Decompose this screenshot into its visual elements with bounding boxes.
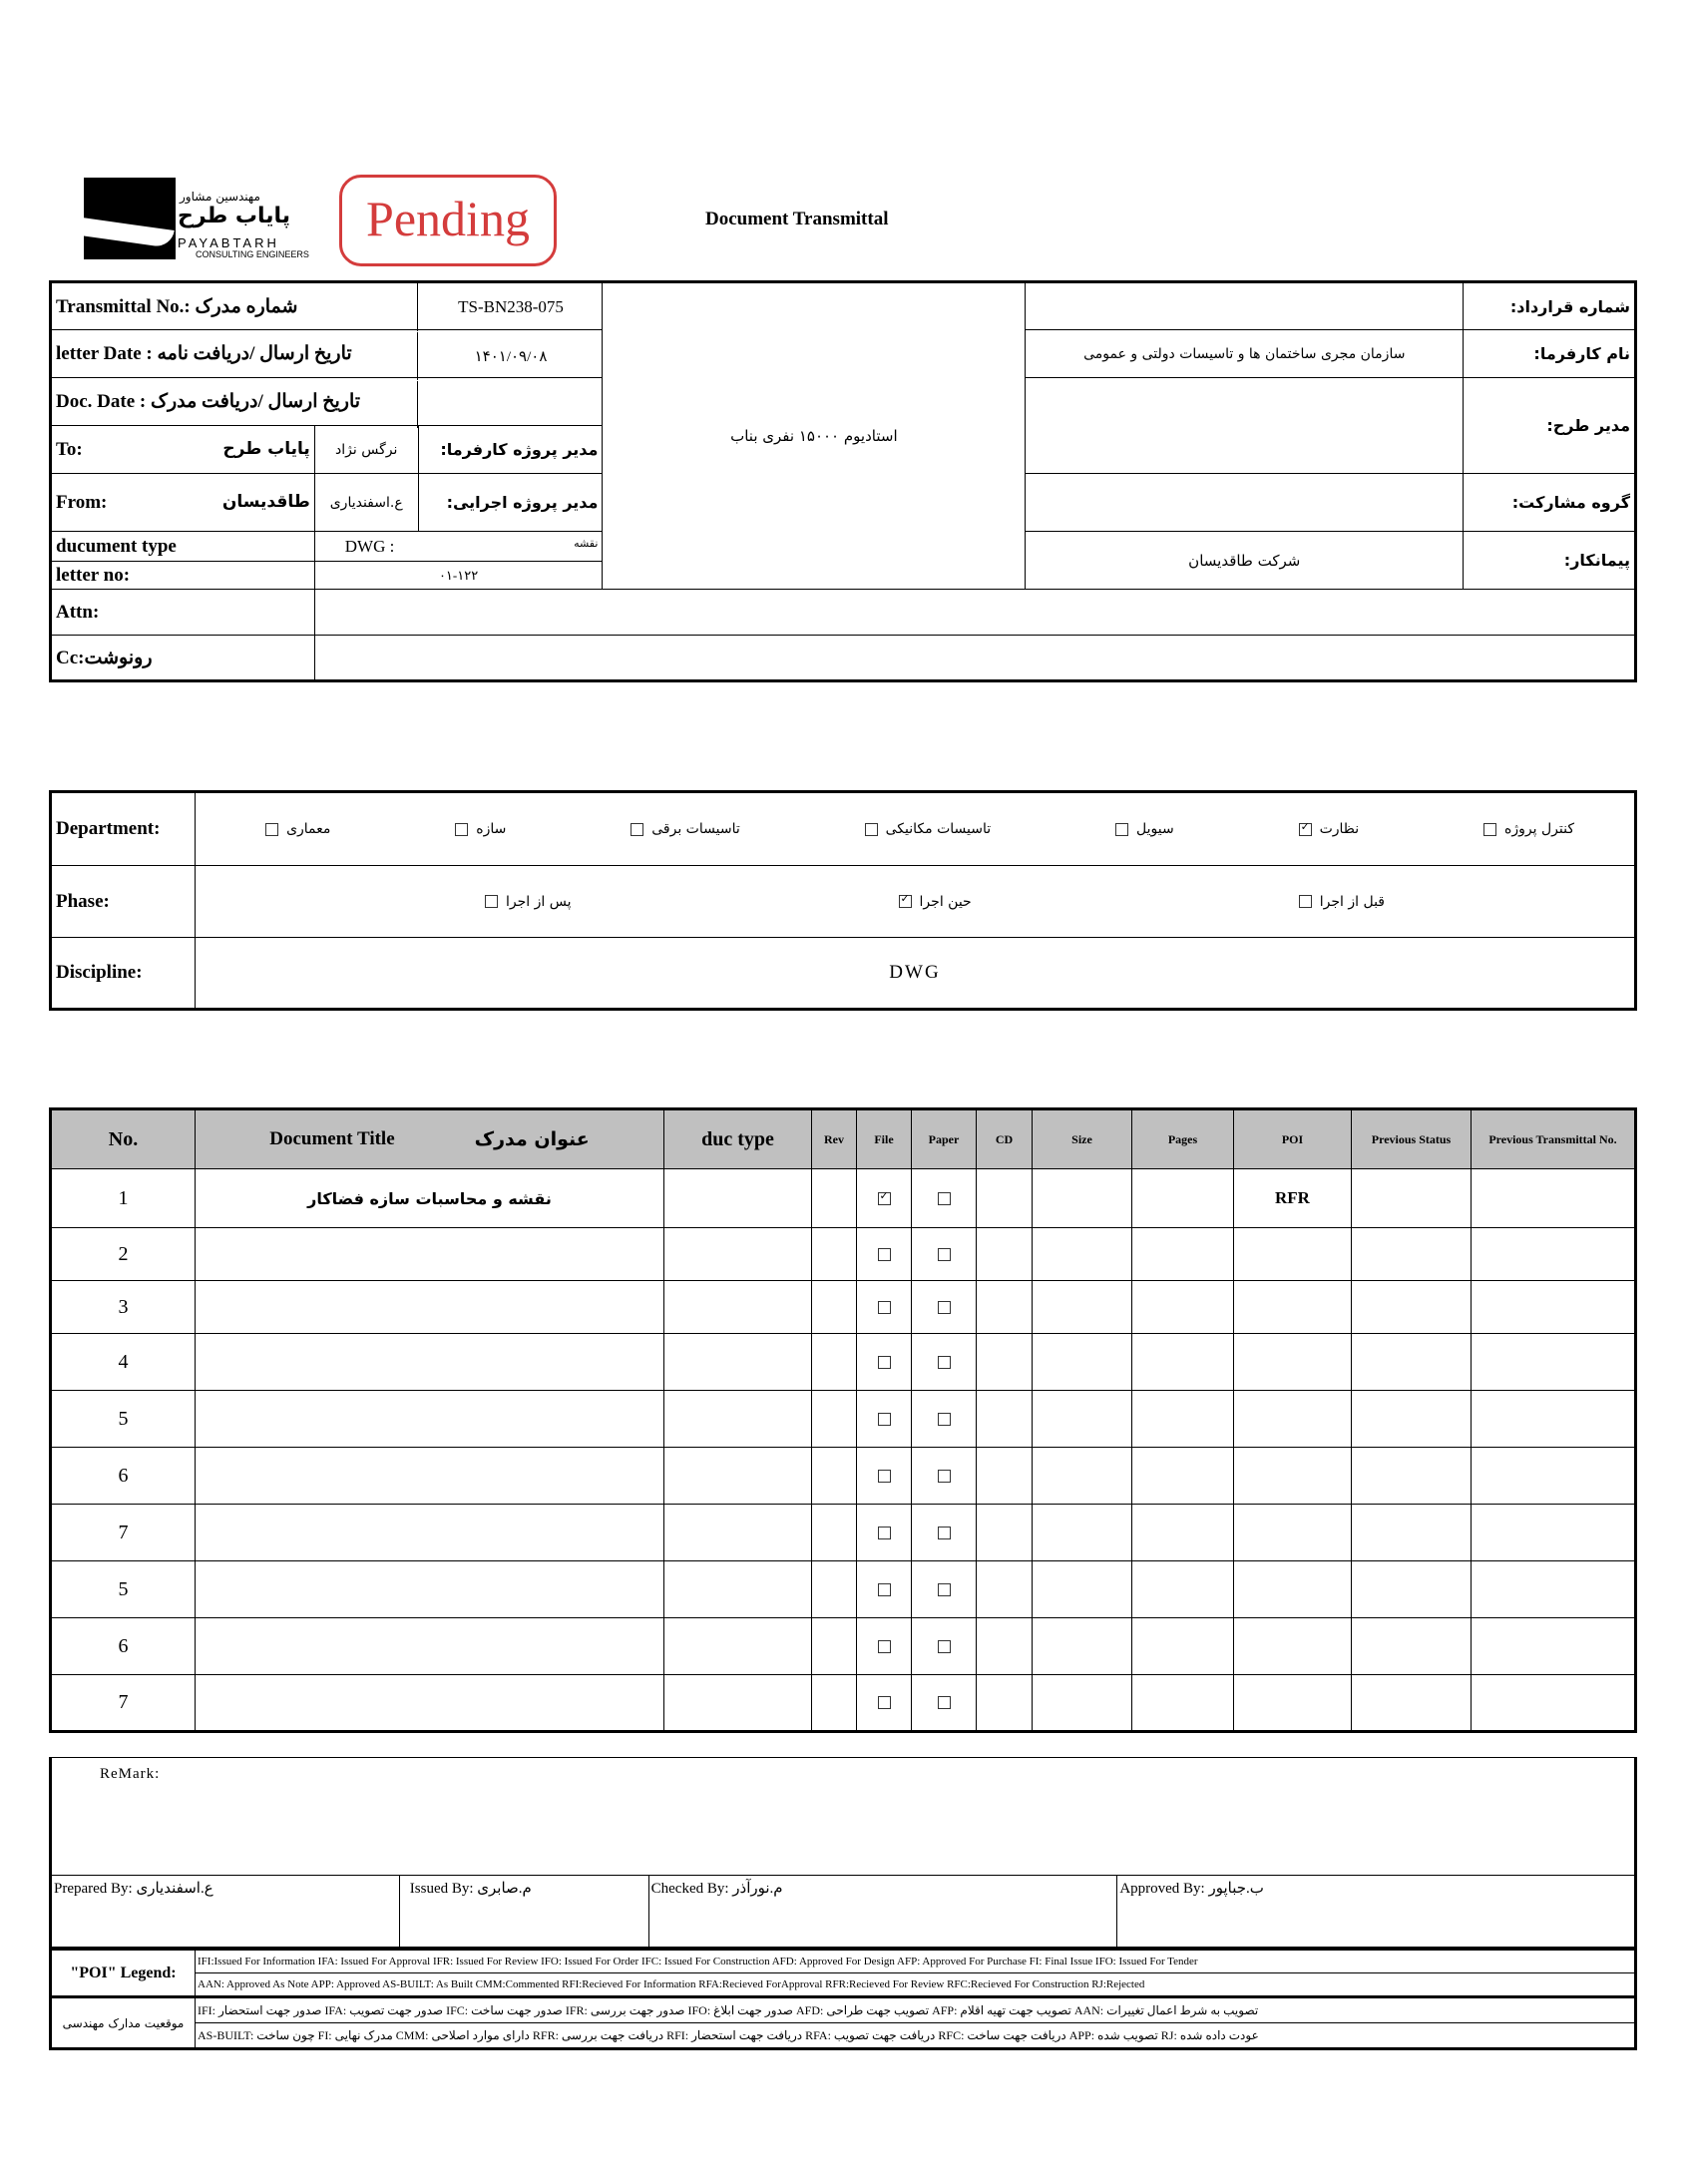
row-prev-transmittal[interactable] <box>1472 1391 1636 1448</box>
pending-stamp: Pending <box>339 175 557 266</box>
row-paper <box>912 1391 977 1448</box>
paper-checkbox[interactable] <box>938 1696 951 1709</box>
checkbox[interactable] <box>485 895 498 908</box>
row-file <box>857 1448 912 1505</box>
phase-label: Phase: <box>56 890 110 912</box>
col-prev-transmittal: Previous Transmittal No. <box>1472 1109 1636 1169</box>
row-prev-status[interactable] <box>1352 1391 1472 1448</box>
checkbox[interactable] <box>899 895 912 908</box>
attn-value[interactable] <box>314 590 1635 636</box>
row-cd[interactable] <box>977 1505 1033 1561</box>
department-option-label: نظارت <box>1319 821 1360 837</box>
row-rev[interactable] <box>812 1561 857 1618</box>
row-size[interactable] <box>1033 1391 1132 1448</box>
checkbox[interactable] <box>265 823 278 836</box>
department-option-label: تاسیسات مکانیکی <box>885 821 992 837</box>
row-rev[interactable] <box>812 1448 857 1505</box>
row-title[interactable] <box>196 1334 664 1391</box>
col-title-en: Document Title <box>269 1128 395 1149</box>
doc-type-value[interactable]: DWG : <box>344 536 395 556</box>
row-title[interactable] <box>196 1618 664 1675</box>
row-rev[interactable] <box>812 1391 857 1448</box>
row-poi[interactable] <box>1234 1281 1352 1334</box>
from-cell <box>51 474 315 532</box>
row-type[interactable] <box>664 1228 812 1281</box>
poi-legend-line2: AAN: Approved As Note APP: Approved AS-BUILT: As Built CMM:Commented RFI:Recieved For Information RFA:Recieved ForApproval RFR:Recieved For Review RFC:Recieved For Construction RJ:Rejected <box>196 1973 1636 1997</box>
row-prev-status[interactable] <box>1352 1281 1472 1334</box>
to-label: To: <box>56 438 83 460</box>
department-option-label: تاسیسات برقی <box>651 821 740 837</box>
to-cell <box>51 426 315 474</box>
row-size[interactable] <box>1033 1169 1132 1228</box>
checkbox[interactable] <box>455 823 468 836</box>
document-title: Document Transmittal <box>705 209 889 229</box>
col-rev: Rev <box>812 1109 857 1169</box>
row-file <box>857 1228 912 1281</box>
checkbox[interactable] <box>1299 895 1312 908</box>
attn-label-cell <box>51 590 315 636</box>
documents-table <box>49 1107 1637 1733</box>
col-paper: Paper <box>912 1109 977 1169</box>
row-prev-status[interactable] <box>1352 1561 1472 1618</box>
row-pages[interactable] <box>1132 1281 1234 1334</box>
cc-label-cell <box>51 636 315 681</box>
info-table <box>49 280 1637 682</box>
paper-checkbox[interactable] <box>938 1470 951 1483</box>
plan-manager-label: مدیر طرح: <box>1464 378 1636 474</box>
row-paper <box>912 1228 977 1281</box>
phase-label-cell <box>51 866 196 938</box>
logo-name-en: PAYABTARH <box>178 235 279 250</box>
table-row <box>51 1618 1636 1675</box>
phase-option[interactable] <box>1299 894 1385 910</box>
row-pages[interactable] <box>1132 1618 1234 1675</box>
partnership-value[interactable] <box>1026 474 1464 532</box>
row-rev[interactable] <box>812 1675 857 1732</box>
col-pages: Pages <box>1132 1109 1234 1169</box>
row-rev[interactable] <box>812 1281 857 1334</box>
logo-subtitle-fa: مهندسین مشاور <box>180 190 260 204</box>
poi-legend-line1: IFI:Issued For Information IFA: Issued For Approval IFR: Issued For Review IFO: Issued For Order IFC: Issued For Construction AFD: Approved For Design AFP: Approved For Purchase FI: Final Issue IFO: Issued For Tender <box>196 1950 1636 1973</box>
department-option-label: سازه <box>476 821 507 837</box>
row-no: 4 <box>51 1334 196 1391</box>
row-file <box>857 1618 912 1675</box>
row-type[interactable] <box>664 1448 812 1505</box>
col-cd: CD <box>977 1109 1033 1169</box>
row-file <box>857 1675 912 1732</box>
row-file <box>857 1391 912 1448</box>
department-option[interactable] <box>455 821 506 837</box>
phase-option[interactable] <box>485 894 571 910</box>
footer-table <box>49 1757 1637 1950</box>
department-label-cell <box>51 792 196 866</box>
row-prev-status[interactable] <box>1352 1228 1472 1281</box>
paper-checkbox[interactable] <box>938 1583 951 1596</box>
col-no: No. <box>51 1109 196 1169</box>
cc-value[interactable] <box>314 636 1635 681</box>
row-pages[interactable] <box>1132 1228 1234 1281</box>
paper-checkbox[interactable] <box>938 1356 951 1369</box>
row-title[interactable] <box>196 1228 664 1281</box>
contractor-label: پیمانکار: <box>1464 532 1636 590</box>
row-no: 3 <box>51 1281 196 1334</box>
row-no: 5 <box>51 1561 196 1618</box>
row-prev-transmittal[interactable] <box>1472 1169 1636 1228</box>
transmittal-no-label: Transmittal No.: شماره مدرک <box>56 295 298 317</box>
paper-checkbox[interactable] <box>938 1192 951 1205</box>
client-pm-label: مدیر پروژه کارفرما: <box>418 426 603 474</box>
row-paper <box>912 1334 977 1391</box>
row-no: 6 <box>51 1448 196 1505</box>
row-prev-transmittal[interactable] <box>1472 1334 1636 1391</box>
table-row <box>51 1228 1636 1281</box>
file-checkbox[interactable] <box>878 1640 891 1653</box>
checkbox[interactable] <box>1115 823 1128 836</box>
row-title[interactable] <box>196 1281 664 1334</box>
paper-checkbox[interactable] <box>938 1248 951 1261</box>
paper-checkbox[interactable] <box>938 1413 951 1426</box>
paper-checkbox[interactable] <box>938 1301 951 1314</box>
doc-type-value-cell <box>314 532 603 562</box>
checkbox[interactable] <box>1299 823 1312 836</box>
row-prev-status[interactable] <box>1352 1505 1472 1561</box>
row-poi[interactable] <box>1234 1334 1352 1391</box>
row-cd[interactable] <box>977 1675 1033 1732</box>
row-title[interactable] <box>196 1505 664 1561</box>
file-checkbox[interactable] <box>878 1356 891 1369</box>
row-size[interactable] <box>1033 1505 1132 1561</box>
department-option[interactable] <box>1483 821 1574 837</box>
row-poi[interactable] <box>1234 1228 1352 1281</box>
letter-no-label: letter no: <box>56 564 131 586</box>
row-pages[interactable] <box>1132 1675 1234 1732</box>
row-size[interactable] <box>1033 1228 1132 1281</box>
row-prev-transmittal[interactable] <box>1472 1281 1636 1334</box>
row-pages[interactable] <box>1132 1391 1234 1448</box>
row-prev-transmittal[interactable] <box>1472 1561 1636 1618</box>
col-title <box>196 1109 664 1169</box>
table-row <box>51 1391 1636 1448</box>
from-value: طاقدیسان <box>221 491 310 512</box>
letter-date-label: letter Date : تاریخ ارسال /دریافت نامه <box>56 343 352 364</box>
partnership-label: گروه مشارکت: <box>1464 474 1636 532</box>
row-prev-status[interactable] <box>1352 1675 1472 1732</box>
file-checkbox[interactable] <box>878 1583 891 1596</box>
row-cd[interactable] <box>977 1448 1033 1505</box>
row-no: 7 <box>51 1675 196 1732</box>
col-prev-status: Previous Status <box>1352 1109 1472 1169</box>
row-poi[interactable] <box>1234 1561 1352 1618</box>
row-poi[interactable] <box>1234 1448 1352 1505</box>
row-title[interactable] <box>196 1448 664 1505</box>
attn-label: Attn: <box>56 601 100 623</box>
row-type[interactable] <box>664 1169 812 1228</box>
row-pages[interactable] <box>1132 1448 1234 1505</box>
row-title[interactable] <box>196 1391 664 1448</box>
status-line1: IFI: صدور جهت استحضار IFA: صدور جهت تصویب IFC: صدور جهت ساخت IFR: صدور جهت بررسی IFO: صدور جهت ابلاغ AFD: تصویب جهت طراحی AFP: تصویب جهت تهیه اقلام AAN: تصویب به شرط اعمال تغییرات <box>196 1997 1636 2023</box>
row-title[interactable]: نقشه و محاسبات سازه فضاکار <box>196 1169 664 1228</box>
row-pages[interactable] <box>1132 1334 1234 1391</box>
row-title[interactable] <box>196 1561 664 1618</box>
file-checkbox[interactable] <box>878 1696 891 1709</box>
discipline-value[interactable]: DWG <box>196 938 1636 1010</box>
row-prev-status[interactable] <box>1352 1334 1472 1391</box>
file-checkbox[interactable] <box>878 1527 891 1539</box>
checkbox[interactable] <box>1483 823 1496 836</box>
col-size: Size <box>1033 1109 1132 1169</box>
row-cd[interactable] <box>977 1391 1033 1448</box>
prepared-by[interactable]: Prepared By: ع.اسفندیاری <box>51 1876 400 1949</box>
row-prev-transmittal[interactable] <box>1472 1618 1636 1675</box>
from-label: From: <box>56 491 108 513</box>
poi-legend-label: "POI" Legend: <box>51 1950 196 1997</box>
row-rev[interactable] <box>812 1505 857 1561</box>
exec-pm-label: مدیر پروژه اجرایی: <box>418 474 603 532</box>
checkbox[interactable] <box>631 823 643 836</box>
paper-checkbox[interactable] <box>938 1640 951 1653</box>
row-size[interactable] <box>1033 1675 1132 1732</box>
col-file: File <box>857 1109 912 1169</box>
doc-type-fa: نقشه <box>574 536 599 550</box>
table-row <box>51 1448 1636 1505</box>
issued-by[interactable]: Issued By: م.صابری <box>399 1876 648 1949</box>
file-checkbox[interactable] <box>878 1248 891 1261</box>
remark-field[interactable] <box>51 1758 1636 1876</box>
phase-option[interactable] <box>899 894 972 910</box>
row-paper <box>912 1281 977 1334</box>
department-option-label: کنترل پروژه <box>1504 821 1574 837</box>
col-title-fa: عنوان مدرک <box>474 1128 590 1150</box>
row-cd[interactable] <box>977 1334 1033 1391</box>
client-name-value[interactable]: سازمان مجری ساختمان ها و تاسیسات دولتی و عمومی <box>1026 330 1464 378</box>
table-row <box>51 1675 1636 1732</box>
department-option-label: معماری <box>286 821 331 837</box>
department-label: Department: <box>56 818 161 839</box>
letter-no-value[interactable]: ۰۱-۱۲۲ <box>314 562 603 590</box>
table-row <box>51 1281 1636 1334</box>
logo-name-fa: پایاب طرح <box>178 204 291 228</box>
row-size[interactable] <box>1033 1561 1132 1618</box>
discipline-label-cell <box>51 938 196 1010</box>
letter-date-value[interactable]: ۱۴۰۱/۰۹/۰۸ <box>417 332 604 380</box>
contract-no-value[interactable] <box>1026 282 1464 330</box>
department-option[interactable] <box>1115 821 1174 837</box>
row-paper <box>912 1169 977 1228</box>
classification-table <box>49 790 1637 1011</box>
discipline-label: Discipline: <box>56 962 143 983</box>
status-line2: AS-BUILT: چون ساخت FI: مدرک نهایی CMM: دارای موارد اصلاحی RFR: دریافت جهت بررسی RFI: دریافت جهت استحضار RFA: دریافت جهت تصویب RFC: دریافت جهت ساخت APP: تصویب شده RJ: عودت داده شده <box>196 2023 1636 2049</box>
row-rev[interactable] <box>812 1334 857 1391</box>
row-paper <box>912 1448 977 1505</box>
row-poi[interactable] <box>1234 1505 1352 1561</box>
row-title[interactable] <box>196 1675 664 1732</box>
row-cd[interactable] <box>977 1281 1033 1334</box>
row-poi[interactable] <box>1234 1391 1352 1448</box>
row-type[interactable] <box>664 1561 812 1618</box>
row-prev-status[interactable] <box>1352 1448 1472 1505</box>
table-row <box>51 1561 1636 1618</box>
row-file <box>857 1169 912 1228</box>
row-poi[interactable] <box>1234 1618 1352 1675</box>
row-pages[interactable] <box>1132 1505 1234 1561</box>
file-checkbox[interactable] <box>878 1470 891 1483</box>
paper-checkbox[interactable] <box>938 1527 951 1539</box>
row-cd[interactable] <box>977 1561 1033 1618</box>
row-no: 7 <box>51 1505 196 1561</box>
phase-options <box>196 866 1636 938</box>
row-poi[interactable]: RFR <box>1234 1169 1352 1228</box>
file-checkbox[interactable] <box>878 1301 891 1314</box>
row-type[interactable] <box>664 1391 812 1448</box>
letter-no-label-cell <box>51 562 315 590</box>
row-file <box>857 1281 912 1334</box>
row-no: 2 <box>51 1228 196 1281</box>
department-options <box>196 792 1636 866</box>
row-prev-transmittal[interactable] <box>1472 1448 1636 1505</box>
row-pages[interactable] <box>1132 1169 1234 1228</box>
row-paper <box>912 1675 977 1732</box>
file-checkbox[interactable] <box>878 1413 891 1426</box>
col-type: duc type <box>664 1109 812 1169</box>
logo-subtitle-en: CONSULTING ENGINEERS <box>196 249 309 259</box>
row-type[interactable] <box>664 1675 812 1732</box>
table-row <box>51 1169 1636 1228</box>
row-type[interactable] <box>664 1618 812 1675</box>
row-no: 1 <box>51 1169 196 1228</box>
row-file <box>857 1334 912 1391</box>
company-logo-mark <box>84 178 176 259</box>
row-prev-transmittal[interactable] <box>1472 1675 1636 1732</box>
project-name: استادیوم ۱۵۰۰۰ نفری بناب <box>603 282 1026 590</box>
phase-option-label: حین اجرا <box>919 893 972 910</box>
department-option[interactable] <box>265 821 330 837</box>
department-option[interactable] <box>865 821 992 837</box>
row-prev-status[interactable] <box>1352 1169 1472 1228</box>
phase-option-label: پس از اجرا <box>506 893 572 910</box>
row-cd[interactable] <box>977 1618 1033 1675</box>
row-size[interactable] <box>1033 1334 1132 1391</box>
row-type[interactable] <box>664 1334 812 1391</box>
row-size[interactable] <box>1033 1448 1132 1505</box>
row-paper <box>912 1618 977 1675</box>
legend-table <box>49 1948 1637 2050</box>
department-option[interactable] <box>1299 821 1360 837</box>
row-pages[interactable] <box>1132 1561 1234 1618</box>
row-rev[interactable] <box>812 1618 857 1675</box>
status-label: موقعیت مدارک مهندسی <box>51 1997 196 2049</box>
row-cd[interactable] <box>977 1169 1033 1228</box>
department-option[interactable] <box>631 821 739 837</box>
row-size[interactable] <box>1033 1281 1132 1334</box>
row-paper <box>912 1561 977 1618</box>
approved-by[interactable]: Approved By: ب.جباپور <box>1117 1876 1636 1949</box>
client-name-label: نام کارفرما: <box>1464 330 1636 378</box>
remark-label: ReMark: <box>100 1766 161 1782</box>
row-rev[interactable] <box>812 1228 857 1281</box>
row-size[interactable] <box>1033 1618 1132 1675</box>
row-no: 5 <box>51 1391 196 1448</box>
row-paper <box>912 1505 977 1561</box>
department-option-label: سیویل <box>1136 821 1174 837</box>
plan-manager-value[interactable] <box>1026 378 1464 474</box>
row-cd[interactable] <box>977 1228 1033 1281</box>
row-file <box>857 1561 912 1618</box>
row-type[interactable] <box>664 1505 812 1561</box>
row-rev[interactable] <box>812 1169 857 1228</box>
to-value: پایاب طرح <box>222 438 310 459</box>
row-prev-transmittal[interactable] <box>1472 1505 1636 1561</box>
file-checkbox[interactable] <box>878 1192 891 1205</box>
doc-type-label-cell <box>51 532 315 562</box>
contract-no-label: شماره قرارداد: <box>1464 282 1636 330</box>
doc-date-value[interactable] <box>417 381 604 428</box>
row-prev-status[interactable] <box>1352 1618 1472 1675</box>
contractor-value[interactable]: شرکت طاقدیسان <box>1026 532 1464 590</box>
row-prev-transmittal[interactable] <box>1472 1228 1636 1281</box>
checked-by[interactable]: Checked By: م.نورآذر <box>648 1876 1117 1949</box>
phase-option-label: قبل از اجرا <box>1319 893 1385 910</box>
row-file <box>857 1505 912 1561</box>
row-no: 6 <box>51 1618 196 1675</box>
row-poi[interactable] <box>1234 1675 1352 1732</box>
transmittal-no-value[interactable]: TS-BN238-075 <box>417 283 604 331</box>
row-type[interactable] <box>664 1281 812 1334</box>
exec-pm-value[interactable]: ع.اسفندیاری <box>314 474 418 532</box>
checkbox[interactable] <box>865 823 878 836</box>
cc-label: Cc:رونوشت <box>56 647 153 668</box>
table-row <box>51 1505 1636 1561</box>
col-poi: POI <box>1234 1109 1352 1169</box>
doc-date-label: Doc. Date : تاریخ ارسال /دریافت مدرک <box>56 391 361 412</box>
table-row <box>51 1334 1636 1391</box>
client-pm-value[interactable]: نرگس نژاد <box>314 426 418 474</box>
doc-type-label: ducument type <box>56 535 177 557</box>
